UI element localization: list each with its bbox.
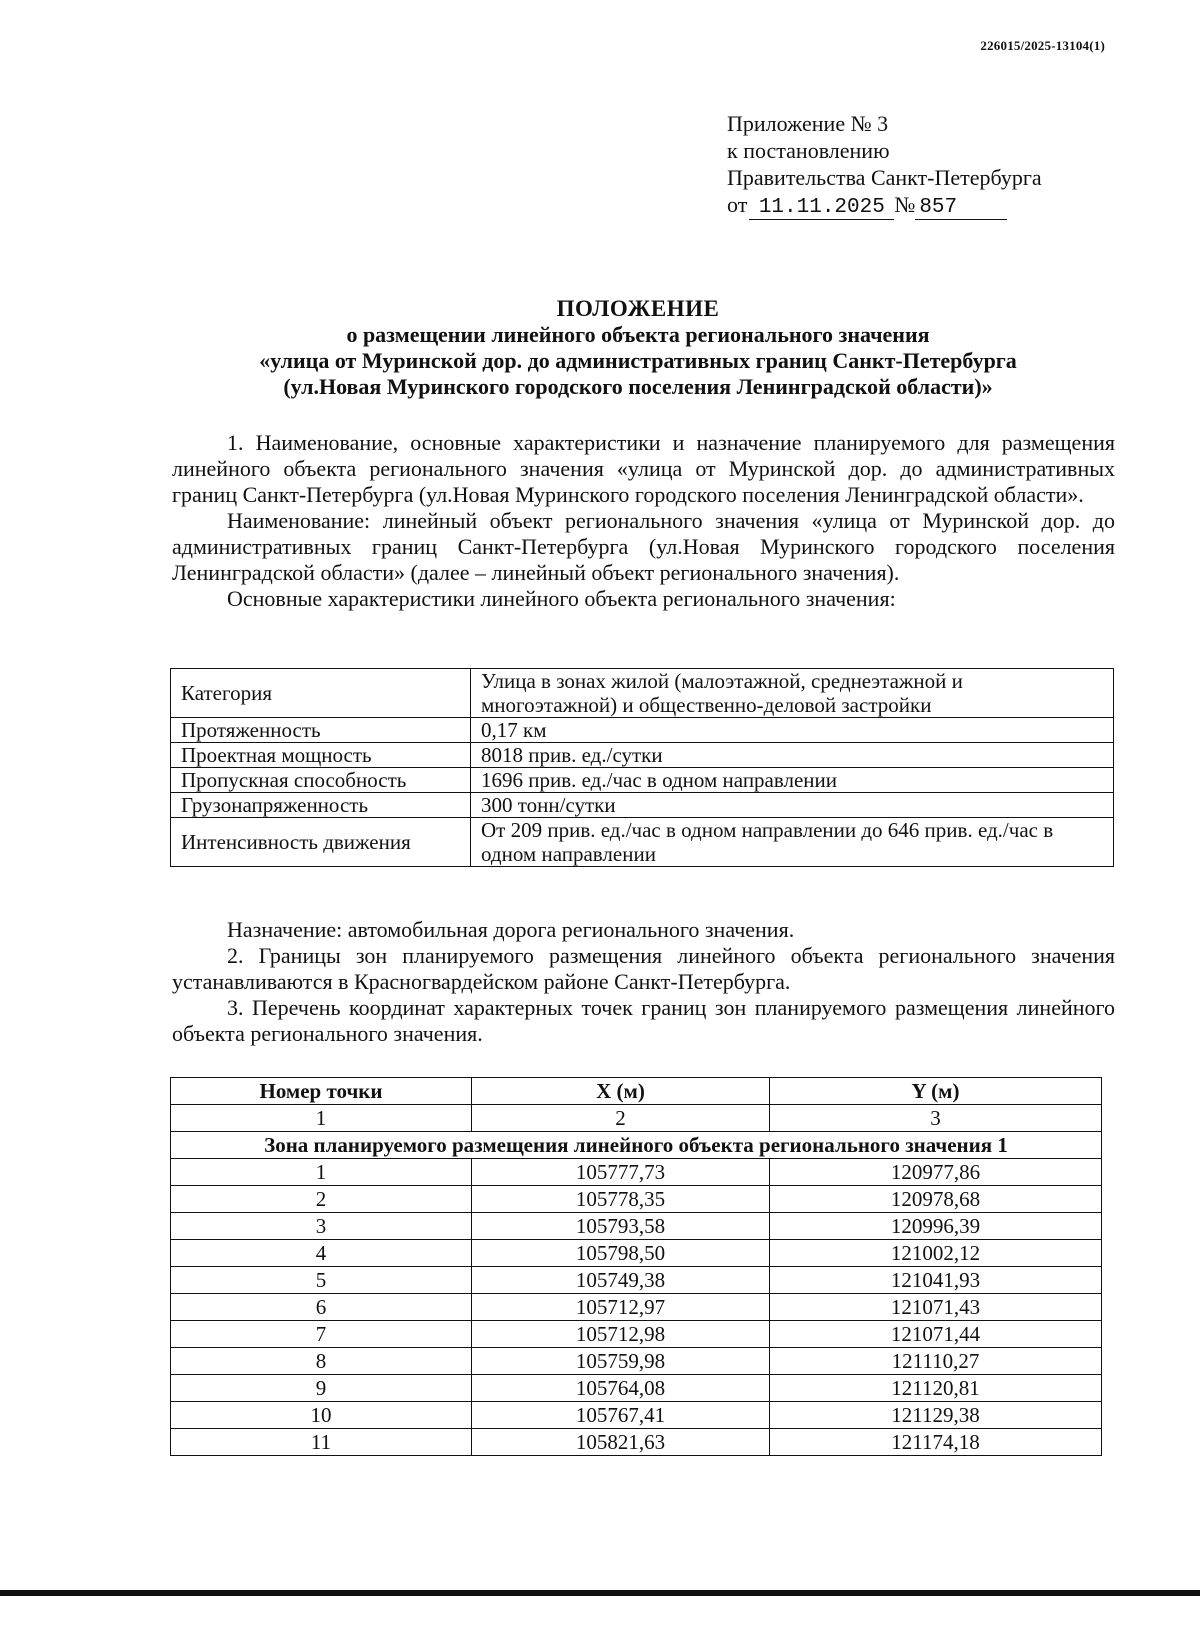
column-number: 2: [472, 1105, 770, 1132]
point-number: 6: [171, 1294, 472, 1321]
point-number: 2: [171, 1186, 472, 1213]
coordinate-row: [171, 1429, 1102, 1456]
paragraph-2: 2. Границы зон планируемого размещения линейного объекта регионального значения устанавливаются в Красногвардейском районе Санкт-Петербурга.: [172, 943, 1115, 994]
y-coordinate: 121174,18: [770, 1429, 1102, 1456]
characteristic-label: Интенсивность движения: [171, 818, 471, 867]
zone-title: Зона планируемого размещения линейного объекта регионального значения 1: [171, 1132, 1102, 1159]
coordinate-row: [171, 1240, 1102, 1267]
point-number: 3: [171, 1213, 472, 1240]
characteristic-row: [171, 718, 1114, 743]
document-number: 226015/2025-13104(1): [980, 38, 1105, 53]
coordinate-row: [171, 1267, 1102, 1294]
characteristic-value: От 209 прив. ед./час в одном направлении до 646 прив. ед./час в одном направлении: [471, 818, 1114, 867]
coordinate-row: [171, 1294, 1102, 1321]
x-coordinate: 105778,35: [472, 1186, 770, 1213]
y-coordinate: 121002,12: [770, 1240, 1102, 1267]
decree-number: 857: [919, 196, 958, 219]
appendix-date-line: [727, 191, 1042, 220]
zone-row: [171, 1132, 1102, 1159]
paragraph-purpose: Назначение: автомобильная дорога регионального значения.: [227, 917, 795, 942]
paragraph-1: 1. Наименование, основные характеристики и назначение планируемого для размещения линейного объекта регионального значения «улица от Муринской дор. до административных границ Санкт-Петербурга (ул.Новая Муринского городского поселения Ленинградской области».: [172, 430, 1115, 507]
characteristic-row: [171, 743, 1114, 768]
document-title: ПОЛОЖЕНИЕ: [556, 296, 720, 321]
point-number: 4: [171, 1240, 472, 1267]
title-line-1: о размещении линейного объекта регионального значения: [346, 322, 930, 347]
coordinate-row: [171, 1186, 1102, 1213]
y-coordinate: 121120,81: [770, 1375, 1102, 1402]
x-coordinate: 105712,98: [472, 1321, 770, 1348]
characteristic-label: Протяженность: [171, 718, 471, 743]
date-field: [749, 194, 894, 220]
characteristic-value: 1696 прив. ед./час в одном направлении: [471, 768, 1114, 793]
characteristic-label: Грузонапряженность: [171, 793, 471, 818]
characteristic-value: 0,17 км: [471, 718, 1114, 743]
x-coordinate: 105821,63: [472, 1429, 770, 1456]
characteristic-label: Пропускная способность: [171, 768, 471, 793]
x-coordinate: 105777,73: [472, 1159, 770, 1186]
y-coordinate: 120978,68: [770, 1186, 1102, 1213]
header-row: [171, 1078, 1102, 1105]
characteristic-value: Улица в зонах жилой (малоэтажной, среднеэтажной и многоэтажной) и общественно-деловой застройки: [471, 669, 1114, 718]
title-line-2: «улица от Муринской дор. до административных границ Санкт-Петербурга: [259, 348, 1017, 373]
document-title-block: [0, 296, 1200, 400]
x-coordinate: 105767,41: [472, 1402, 770, 1429]
x-coordinate: 105793,58: [472, 1213, 770, 1240]
title-line-3: (ул.Новая Муринского городского поселения Ленинградской области)»: [283, 374, 993, 399]
y-coordinate: 120996,39: [770, 1213, 1102, 1240]
point-number: 1: [171, 1159, 472, 1186]
coordinate-row: [171, 1348, 1102, 1375]
header-x: X (м): [472, 1078, 770, 1105]
column-number: 1: [171, 1105, 472, 1132]
coordinate-row: [171, 1402, 1102, 1429]
coordinate-row: [171, 1321, 1102, 1348]
characteristics-table: [170, 668, 1114, 867]
point-number: 5: [171, 1267, 472, 1294]
coordinate-row: [171, 1375, 1102, 1402]
from-label: от: [727, 192, 748, 217]
appendix-block: [727, 110, 1042, 220]
characteristic-value: 8018 прив. ед./сутки: [471, 743, 1114, 768]
x-coordinate: 105798,50: [472, 1240, 770, 1267]
characteristic-row: [171, 669, 1114, 718]
characteristic-row: [171, 793, 1114, 818]
x-coordinate: 105712,97: [472, 1294, 770, 1321]
point-number: 7: [171, 1321, 472, 1348]
column-number: 3: [770, 1105, 1102, 1132]
coordinate-row: [171, 1159, 1102, 1186]
section-2: [172, 917, 1115, 1047]
section-1: [172, 430, 1115, 612]
number-label: №: [894, 192, 916, 217]
characteristic-row: [171, 818, 1114, 867]
scan-edge-line: [0, 1590, 1200, 1596]
y-coordinate: 121071,44: [770, 1321, 1102, 1348]
y-coordinate: 121071,43: [770, 1294, 1102, 1321]
coordinates-table: [170, 1077, 1102, 1456]
x-coordinate: 105764,08: [472, 1375, 770, 1402]
x-coordinate: 105749,38: [472, 1267, 770, 1294]
point-number: 9: [171, 1375, 472, 1402]
column-number-row: [171, 1105, 1102, 1132]
appendix-title: Приложение № 3: [727, 111, 889, 136]
paragraph-name: Наименование: линейный объект регионального значения «улица от Муринской дор. до административных границ Санкт-Петербурга (ул.Новая Муринского городского поселения Ленинградской области» (далее – линейный объект регионального значения).: [172, 508, 1115, 585]
coordinate-row: [171, 1213, 1102, 1240]
appendix-subtitle: к постановлению: [727, 138, 890, 163]
y-coordinate: 120977,86: [770, 1159, 1102, 1186]
point-number: 10: [171, 1402, 472, 1429]
characteristic-label: Категория: [171, 669, 471, 718]
point-number: 8: [171, 1348, 472, 1375]
y-coordinate: 121129,38: [770, 1402, 1102, 1429]
x-coordinate: 105759,98: [472, 1348, 770, 1375]
paragraph-3: 3. Перечень координат характерных точек границ зон планируемого размещения линейного объекта регионального значения.: [172, 995, 1115, 1046]
characteristic-row: [171, 768, 1114, 793]
characteristic-value: 300 тонн/сутки: [471, 793, 1114, 818]
characteristic-label: Проектная мощность: [171, 743, 471, 768]
decree-date: 11.11.2025: [758, 196, 885, 219]
appendix-authority: Правительства Санкт-Петербурга: [727, 165, 1042, 190]
header-y: Y (м): [770, 1078, 1102, 1105]
point-number: 11: [171, 1429, 472, 1456]
number-field: [915, 194, 1007, 220]
header-point-number: Номер точки: [171, 1078, 472, 1105]
y-coordinate: 121110,27: [770, 1348, 1102, 1375]
paragraph-characteristics: Основные характеристики линейного объекта регионального значения:: [227, 586, 896, 611]
y-coordinate: 121041,93: [770, 1267, 1102, 1294]
